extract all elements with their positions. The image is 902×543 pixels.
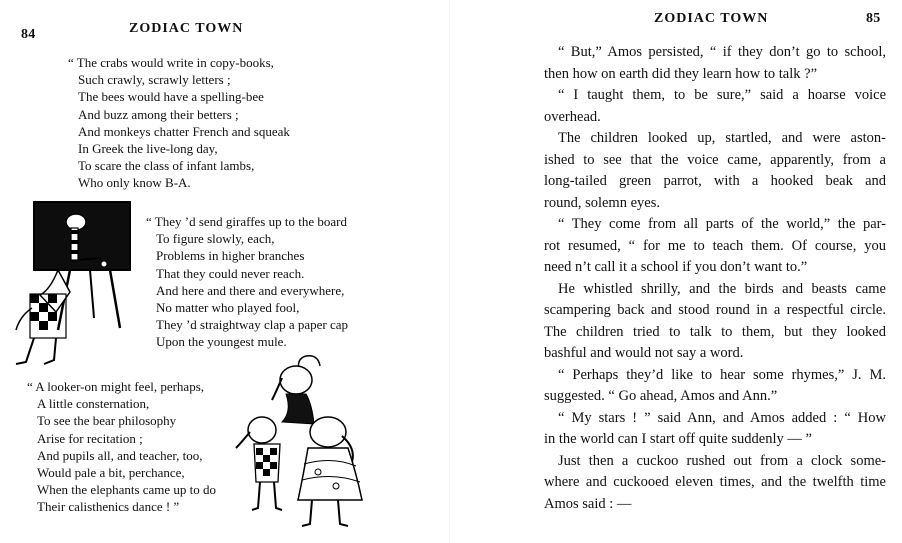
verse-line: Problems in higher branches [156, 248, 305, 264]
text-line: scampering back and stood round in a respectful circle. [544, 302, 886, 318]
stanza-elephants [27, 378, 216, 516]
verse-line: And pupils all, and teacher, too, [37, 447, 203, 463]
text-line: rot resumed, “ for me to teach them. Of course, you [544, 237, 886, 254]
verse-line: And buzz among their betters ; [78, 106, 239, 122]
verse-line: The bees would have a spelling-bee [78, 89, 264, 105]
text-line: in the world can I start off quite suddenly — ” [544, 431, 812, 447]
verse-line: And monkeys chatter French and squeak [78, 123, 290, 139]
verse-line: They ’d straightway clap a paper cap [156, 317, 349, 333]
verse-line: When the elephants came up to do [37, 482, 217, 498]
text-line: “ I taught them, to be sure,” said a hoarse voice [558, 87, 886, 103]
text-line: where and cuckooed eleven times, and the twelfth time [544, 474, 886, 490]
right-running-head: ZODIAC TOWN [654, 11, 769, 26]
text-line: “ But,” Amos persisted, “ if they don’t go to school, [558, 44, 886, 60]
verse-line: And here and there and everywhere, [156, 282, 345, 298]
text-line: Amos said : — [544, 495, 632, 512]
dancing-elephants-illustration [232, 352, 382, 530]
text-line: He whistled shrilly, and the birds and beasts came [558, 280, 886, 297]
text-line: The children looked up, startled, and were aston- [558, 130, 886, 146]
verse-line: “ They ’d send giraffes up to the board [146, 214, 347, 229]
text-line: “ Perhaps they’d like to hear some rhymes,” J. M. [558, 366, 886, 383]
verse-line: Their calisthenics dance ! ” [37, 499, 180, 515]
verse-line: Arise for recitation ; [37, 430, 143, 446]
verse-line: In Greek the live-long day, [78, 141, 218, 157]
stanza-crabs [68, 54, 290, 192]
text-line: suggested. “ Go ahead, Amos and Ann.” [544, 388, 778, 404]
verse-line: Upon the youngest mule. [156, 334, 287, 350]
text-line: The children tried to talk to them, but they looked [544, 323, 886, 340]
giraffe-blackboard-illustration [10, 200, 135, 370]
left-page [0, 0, 450, 543]
text-line: “ My stars ! ” said Ann, and Amos added : “ How [558, 409, 886, 426]
text-line: overhead. [544, 108, 601, 125]
left-page-number: 84 [21, 27, 36, 42]
text-line: then how on earth did they learn how to talk ?” [544, 65, 818, 82]
verse-line: A little consternation, [37, 396, 150, 412]
verse-line: “ A looker-on might feel, perhaps, [27, 379, 204, 394]
stanza-giraffes [146, 213, 348, 351]
verse-line: “ The crabs would write in copy-books, [68, 55, 274, 70]
right-page [450, 0, 902, 543]
right-page-number: 85 [866, 11, 881, 26]
left-running-head: ZODIAC TOWN [129, 21, 244, 36]
verse-line: Would pale a bit, perchance, [37, 465, 185, 481]
verse-line: That they could never reach. [156, 265, 305, 281]
text-line: long-tailed green parrot, with a hooked beak and [544, 173, 886, 189]
text-line: Just then a cuckoo rushed out from a clock some- [558, 452, 886, 469]
verse-line: To see the bear philosophy [37, 413, 177, 429]
text-line: bashful and would not say a word. [544, 345, 744, 361]
verse-line: No matter who played fool, [156, 300, 300, 316]
body-text [544, 42, 886, 515]
verse-line: Such crawly, scrawly letters ; [78, 72, 231, 88]
text-line: ished to see that the voice came, apparently, from a [544, 151, 886, 168]
verse-line: To scare the class of infant lambs, [78, 158, 255, 174]
verse-line: Who only know B-A. [78, 175, 191, 191]
text-line: “ They come from all parts of the world,” the par- [558, 216, 886, 232]
text-line: need n’t call it a school if you don’t want to.” [544, 259, 808, 275]
verse-line: To figure slowly, each, [156, 231, 275, 247]
text-line: round, solemn eyes. [544, 194, 660, 211]
